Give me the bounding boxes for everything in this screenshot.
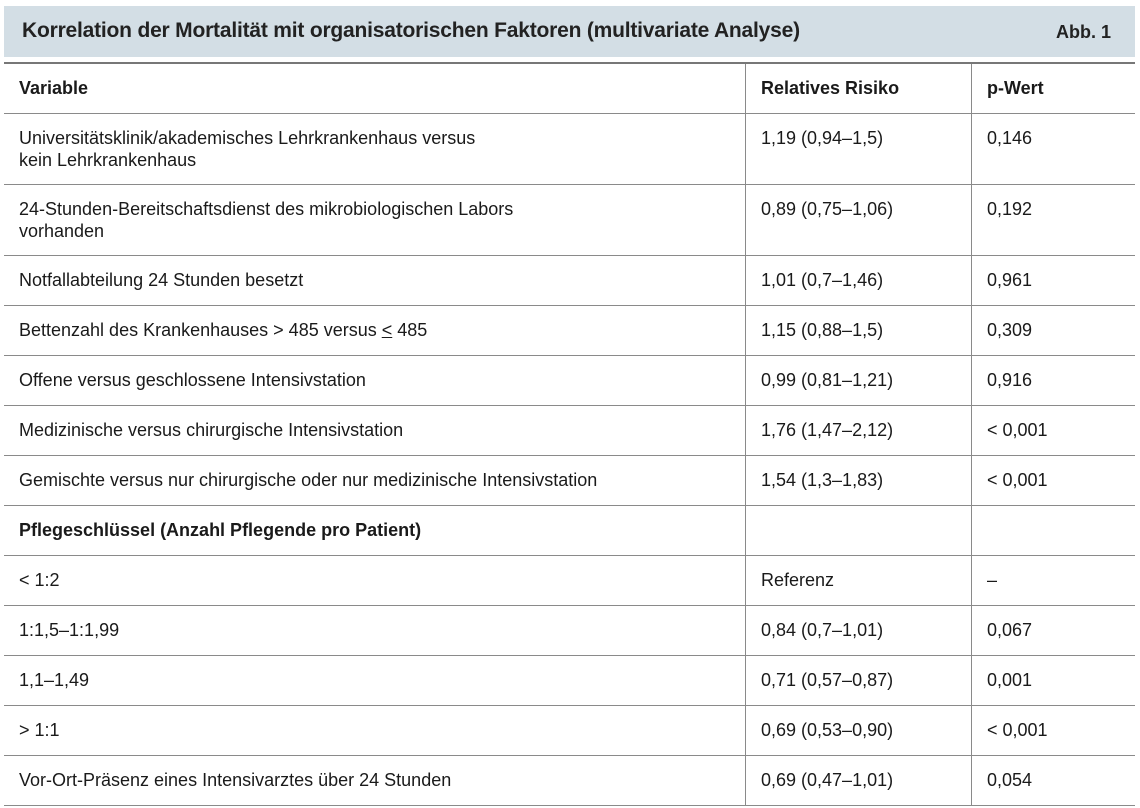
p-value-cell: 0,916 [972,356,1136,406]
table-row [4,456,1135,506]
variable-cell: Vor-Ort-Präsenz eines Intensivarztes über 24 Stunden [4,756,746,806]
section-heading-cell: Pflegeschlüssel (Anzahl Pflegende pro Patient) [4,506,746,556]
p-value-cell: 0,146 [972,114,1136,185]
variable-cell: Medizinische versus chirurgische Intensivstation [4,406,746,456]
variable-cell: Notfallabteilung 24 Stunden besetzt [4,256,746,306]
variable-cell [4,306,746,356]
less-equal-sign: < [381,320,393,340]
column-header-p-value: p-Wert [972,63,1136,114]
variable-line: 24-Stunden-Bereitschaftsdienst des mikrobiologischen Labors [19,199,514,219]
relative-risk-cell: Referenz [746,556,972,606]
table-title-bar [4,6,1135,57]
table-row [4,114,1135,185]
relative-risk-cell: 0,69 (0,53–0,90) [746,706,972,756]
relative-risk-cell: 0,99 (0,81–1,21) [746,356,972,406]
variable-cell [4,114,746,185]
variable-text: 485 [392,320,428,340]
table-header-row [4,63,1135,114]
table-row [4,656,1135,706]
variable-line: kein Lehrkrankenhaus [19,150,197,170]
relative-risk-cell: 0,84 (0,7–1,01) [746,606,972,656]
relative-risk-cell: 1,54 (1,3–1,83) [746,456,972,506]
p-value-cell: 0,192 [972,185,1136,256]
table-row [4,756,1135,806]
relative-risk-cell [746,506,972,556]
p-value-cell: 0,054 [972,756,1136,806]
p-value-cell: – [972,556,1136,606]
table-row [4,706,1135,756]
relative-risk-cell: 1,15 (0,88–1,5) [746,306,972,356]
table-row [4,256,1135,306]
table-row [4,406,1135,456]
table-row [4,556,1135,606]
variable-cell [4,185,746,256]
variable-line: vorhanden [19,221,105,241]
results-table [4,62,1135,806]
figure-label: Abb. 1 [1055,22,1111,42]
relative-risk-cell: 1,01 (0,7–1,46) [746,256,972,306]
relative-risk-cell: 0,71 (0,57–0,87) [746,656,972,706]
variable-cell: Gemischte versus nur chirurgische oder nur medizinische Intensivstation [4,456,746,506]
table-row [4,306,1135,356]
p-value-cell [972,506,1136,556]
table-row [4,185,1135,256]
relative-risk-cell: 1,19 (0,94–1,5) [746,114,972,185]
relative-risk-cell: 0,89 (0,75–1,06) [746,185,972,256]
variable-line: Universitätsklinik/akademisches Lehrkrankenhaus versus [19,128,476,148]
column-header-relative-risk: Relatives Risiko [746,63,972,114]
p-value-cell: 0,001 [972,656,1136,706]
variable-cell: > 1:1 [4,706,746,756]
table-title: Korrelation der Mortalität mit organisatorischen Faktoren (multivariate Analyse) [22,19,800,42]
variable-text: Bettenzahl des Krankenhauses > 485 versus [19,320,382,340]
variable-cell: 1,1–1,49 [4,656,746,706]
p-value-cell: < 0,001 [972,456,1136,506]
p-value-cell: 0,961 [972,256,1136,306]
relative-risk-cell: 1,76 (1,47–2,12) [746,406,972,456]
p-value-cell: < 0,001 [972,406,1136,456]
variable-cell: Offene versus geschlossene Intensivstation [4,356,746,406]
p-value-cell: 0,067 [972,606,1136,656]
table-row [4,606,1135,656]
variable-cell: < 1:2 [4,556,746,606]
variable-cell: 1:1,5–1:1,99 [4,606,746,656]
relative-risk-cell: 0,69 (0,47–1,01) [746,756,972,806]
table-row [4,356,1135,406]
column-header-variable: Variable [4,63,746,114]
p-value-cell: 0,309 [972,306,1136,356]
p-value-cell: < 0,001 [972,706,1136,756]
table-section-row [4,506,1135,556]
